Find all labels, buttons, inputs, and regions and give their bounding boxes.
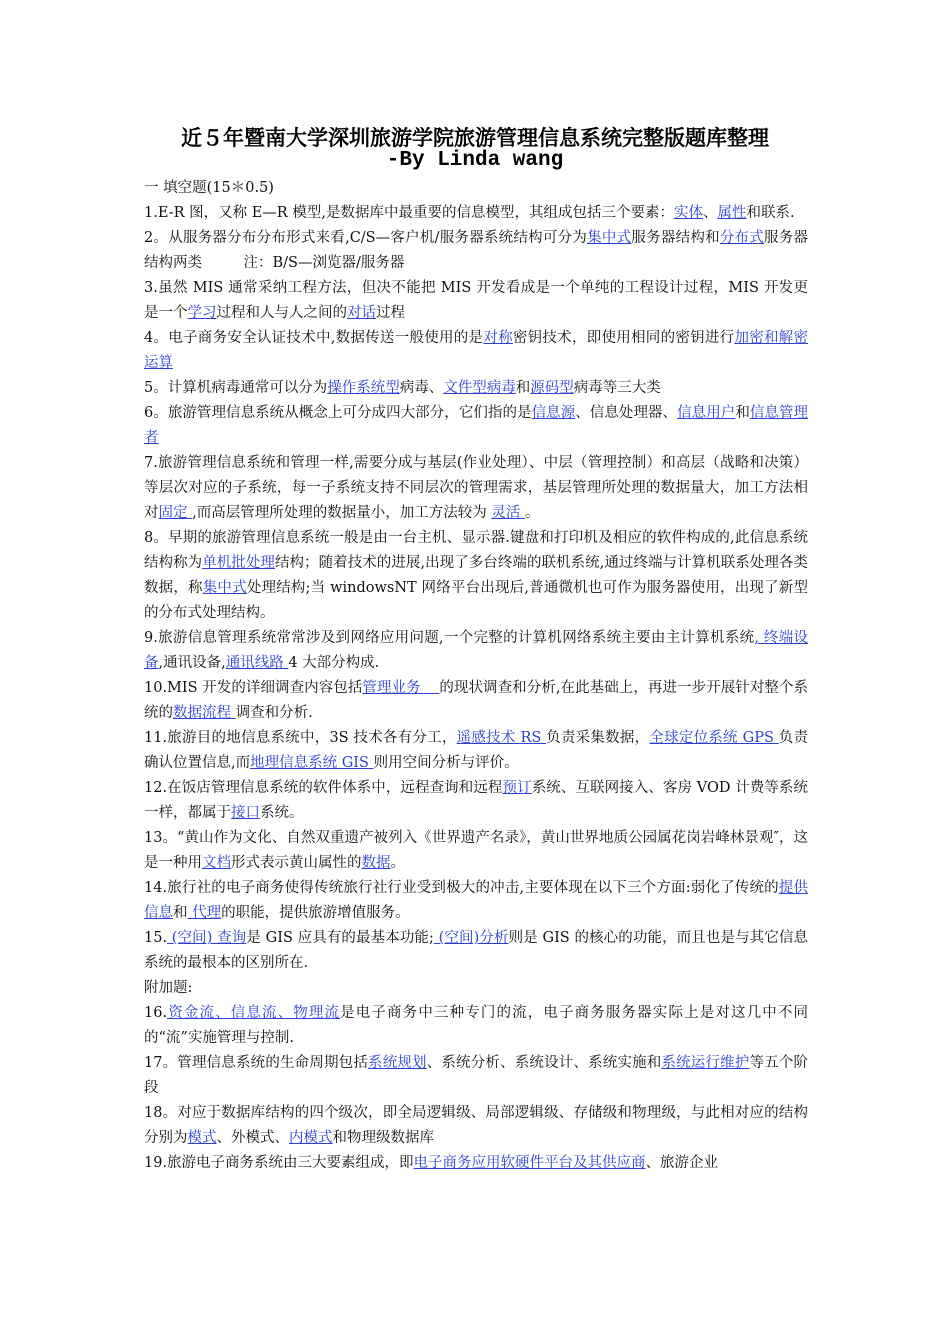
question-text: 15. bbox=[144, 930, 168, 946]
answer-blank: (空间)分析 bbox=[433, 930, 509, 946]
question-14 bbox=[144, 876, 808, 926]
question-text: 处理结构;当 windowsNT 网络平台出现后,普通微机也可作为服务器使用，出现了新型的分布式处理结构。 bbox=[144, 580, 808, 621]
question-text: 11.旅游目的地信息系统中，3S 技术各有分工， bbox=[144, 730, 457, 746]
answer-blank: 全球定位系统 GPS bbox=[649, 730, 779, 746]
answer-blank: 学习 bbox=[187, 305, 217, 321]
question-text: 过程 bbox=[376, 305, 405, 321]
answer-blank: 操作系统型 bbox=[327, 380, 400, 396]
answer-blank: 内模式 bbox=[289, 1130, 333, 1146]
question-text: 3.虽然 MIS 通常采纳工程方法，但决不能把 MIS 开发看成是一个单纯的工程设计过程，MIS 开发更是一个 bbox=[144, 280, 808, 321]
question-19 bbox=[144, 1151, 808, 1176]
question-text: 1.E-R 图，又称 E—R 模型,是数据库中最重要的信息模型，其组成包括三个要素： bbox=[144, 205, 674, 221]
question-text: 和物理级数据库 bbox=[332, 1130, 434, 1146]
question-13 bbox=[144, 826, 808, 876]
answer-blank: 源码型 bbox=[530, 380, 574, 396]
question-text: 则是 GIS 的核心的功能，而且也是与其它信息系统的最根本的区别所在. bbox=[144, 930, 808, 971]
answer-blank: 实体 bbox=[673, 205, 703, 221]
question-1 bbox=[144, 201, 808, 226]
answer-blank: 信息源 bbox=[531, 405, 576, 421]
answer-blank: 信息管理者 bbox=[144, 405, 809, 446]
question-text: 负责采集数据， bbox=[546, 730, 650, 746]
question-text: 。 bbox=[524, 505, 540, 521]
question-text: 9.旅游信息管理系统常常涉及到网络应用问题,一个完整的计算机网络系统主要由主计算机系统 bbox=[144, 630, 755, 646]
answer-blank: 模式 bbox=[187, 1130, 217, 1146]
answer-blank: 数据 bbox=[361, 855, 391, 871]
question-text: 负责确认位置信息,而 bbox=[144, 730, 809, 771]
question-text: 是 GIS 应具有的最基本功能; bbox=[246, 930, 434, 946]
question-9 bbox=[144, 626, 808, 676]
question-text: 4 大部分构成. bbox=[288, 655, 380, 671]
question-11 bbox=[144, 726, 808, 776]
answer-blank: 灵活 bbox=[491, 505, 525, 521]
question-7 bbox=[144, 451, 808, 526]
question-17 bbox=[144, 1051, 808, 1101]
answer-blank: 对话 bbox=[347, 305, 376, 321]
answer-blank: 单机批处理 bbox=[202, 555, 275, 571]
answer-blank: 电子商务应用软硬件平台及其供应商 bbox=[413, 1155, 646, 1171]
question-text: 10.MIS 开发的详细调查内容包括 bbox=[144, 680, 363, 696]
question-text: 13。“黄山作为文化、自然双重遗产被列入《世界遗产名录》，黄山世界地质公园属花岗岩峰林景观″，这是一种用 bbox=[144, 830, 808, 871]
answer-blank: 分布式 bbox=[719, 230, 765, 246]
question-text: 密钥技术，即使用相同的密钥进行 bbox=[512, 330, 735, 346]
question-text: 的现状调查和分析,在此基础上，再进一步开展针对整个系统的 bbox=[144, 680, 809, 721]
question-18 bbox=[144, 1101, 808, 1151]
question-3 bbox=[144, 276, 808, 326]
question-4 bbox=[144, 326, 808, 376]
question-text: 4。电子商务安全认证技术中,数据传送一般使用的是 bbox=[144, 330, 484, 346]
question-text: ,通讯设备, bbox=[158, 655, 226, 671]
answer-blank: 地理信息系统 GIS bbox=[250, 755, 374, 771]
answer-blank: (空间) 查询 bbox=[167, 930, 247, 946]
answer-blank: 遥感技术 RS bbox=[456, 730, 547, 746]
question-text: 是电子商务中三种专门的流，电子商务服务器实际上是对这几中不同的“流”实施管理与控制. bbox=[144, 1005, 808, 1046]
answer-blank: 文件型病毒 bbox=[443, 380, 516, 396]
question-text: 的职能，提供旅游增值服务。 bbox=[221, 905, 410, 921]
question-5 bbox=[144, 376, 808, 401]
answer-blank: , 终端设备 bbox=[144, 630, 808, 671]
question-note: 注：B/S—浏览器/服务器 bbox=[243, 255, 405, 271]
question-text: 系统。 bbox=[260, 805, 304, 821]
question-text: 。 bbox=[390, 855, 405, 871]
answer-blank: 代理 bbox=[187, 905, 222, 921]
question-text: 服务器结构两类 bbox=[144, 230, 809, 271]
question-12 bbox=[144, 776, 808, 826]
answer-blank: 数据流程 bbox=[173, 705, 236, 721]
answer-blank: 对称 bbox=[483, 330, 513, 346]
answer-blank: 资金流、信息流、物理流 bbox=[167, 1005, 341, 1021]
answer-blank: 系统运行维护 bbox=[661, 1055, 750, 1071]
question-text: 服务器结构和 bbox=[631, 230, 720, 246]
question-6 bbox=[144, 401, 808, 451]
answer-blank: 信息用户 bbox=[677, 405, 736, 421]
question-text: 5。计算机病毒通常可以分为 bbox=[144, 380, 328, 396]
question-text: 8。早期的旅游管理信息系统一般是由一台主机、显示器.键盘和打印机及相应的软件构成的,此信息系统结构称为 bbox=[144, 530, 808, 571]
question-text: 等五个阶段 bbox=[144, 1055, 809, 1096]
answer-blank: 文档 bbox=[202, 855, 231, 871]
question-2 bbox=[144, 226, 808, 276]
question-text: 、旅游企业 bbox=[645, 1155, 719, 1171]
question-text: 系统、互联网接入、客房 VOD 计费等系统一样，都属于 bbox=[144, 780, 809, 821]
question-text: 和 bbox=[173, 905, 188, 921]
question-8 bbox=[144, 526, 808, 626]
question-text: 17。管理信息系统的生命周期包括 bbox=[144, 1055, 369, 1071]
question-text: 和联系. bbox=[746, 205, 795, 221]
answer-blank: 预订 bbox=[502, 780, 532, 796]
question-text: 、系统分析、系统设计、系统实施和 bbox=[426, 1055, 662, 1071]
document-subtitle: -By Linda wang bbox=[386, 149, 564, 172]
question-text: 14.旅行社的电子商务使得传统旅行社行业受到极大的冲击,主要体现在以下三个方面:弱化了传统的 bbox=[144, 880, 779, 896]
question-text: 、信息处理器、 bbox=[575, 405, 678, 421]
answer-blank: 加密和解密运算 bbox=[144, 330, 809, 371]
question-text: 病毒、 bbox=[399, 380, 444, 396]
document-title: 近５年暨南大学深圳旅游学院旅游管理信息系统完整版题库整理 bbox=[181, 125, 769, 150]
question-text: 形式表示黄山属性的 bbox=[231, 855, 362, 871]
extra-heading: 附加题: bbox=[144, 980, 193, 996]
question-text: 则用空间分析与评价。 bbox=[373, 755, 519, 771]
answer-blank: 属性 bbox=[717, 205, 747, 221]
question-text: 19.旅游电子商务系统由三大要素组成，即 bbox=[144, 1155, 414, 1171]
document-body bbox=[144, 176, 808, 1176]
answer-blank: 集中式 bbox=[587, 230, 632, 246]
question-text: 和 bbox=[735, 405, 750, 421]
question-text: 病毒等三大类 bbox=[573, 380, 661, 396]
section-heading: 一 填空题(15＊0.5) bbox=[144, 180, 274, 196]
question-text: 6。旅游管理信息系统从概念上可分成四大部分，它们指的是 bbox=[144, 405, 532, 421]
question-text: 12.在饭店管理信息系统的软件体系中，远程查询和远程 bbox=[144, 780, 503, 796]
question-text: 过程和人与人之间的 bbox=[216, 305, 347, 321]
question-text: 和 bbox=[515, 380, 531, 396]
question-text: 2。从服务器分布分布形式来看,C/S—客户机/服务器系统结构可分为 bbox=[144, 230, 588, 246]
answer-blank: 固定 bbox=[158, 505, 193, 521]
question-text: 、 bbox=[702, 205, 718, 221]
question-16 bbox=[144, 1001, 808, 1051]
answer-blank: 接口 bbox=[231, 805, 260, 821]
question-text: 调查和分析. bbox=[235, 705, 313, 721]
answer-blank: 通讯线路 bbox=[225, 655, 289, 671]
question-text: ,而高层管理所处理的数据量小，加工方法较为 bbox=[192, 505, 492, 521]
question-text: 16. bbox=[144, 1005, 168, 1021]
answer-blank: 提供信息 bbox=[144, 880, 808, 921]
question-text: 、外模式、 bbox=[216, 1130, 289, 1146]
question-text: 结构；随着技术的进展,出现了多台终端的联机系统,通过终端与计算机联系处理各类数据，称 bbox=[144, 555, 809, 596]
question-text: 7.旅游管理信息系统和管理一样,需要分成与基层(作业处理）、中层（管理控制）和高层（战略和决策）等层次对应的子系统，每一子系统支持不同层次的管理需求，基层管理所处理的数据量大，加工方法相对 bbox=[144, 455, 808, 521]
question-10 bbox=[144, 676, 808, 726]
question-15 bbox=[144, 926, 808, 976]
answer-blank: 系统规划 bbox=[368, 1055, 427, 1071]
question-text: 18。对应于数据库结构的四个级次，即全局逻辑级、局部逻辑级、存储级和物理级，与此相对应的结构分别为 bbox=[144, 1105, 808, 1146]
answer-blank: 管理业务 bbox=[362, 680, 440, 696]
answer-blank: 集中式 bbox=[202, 580, 247, 596]
